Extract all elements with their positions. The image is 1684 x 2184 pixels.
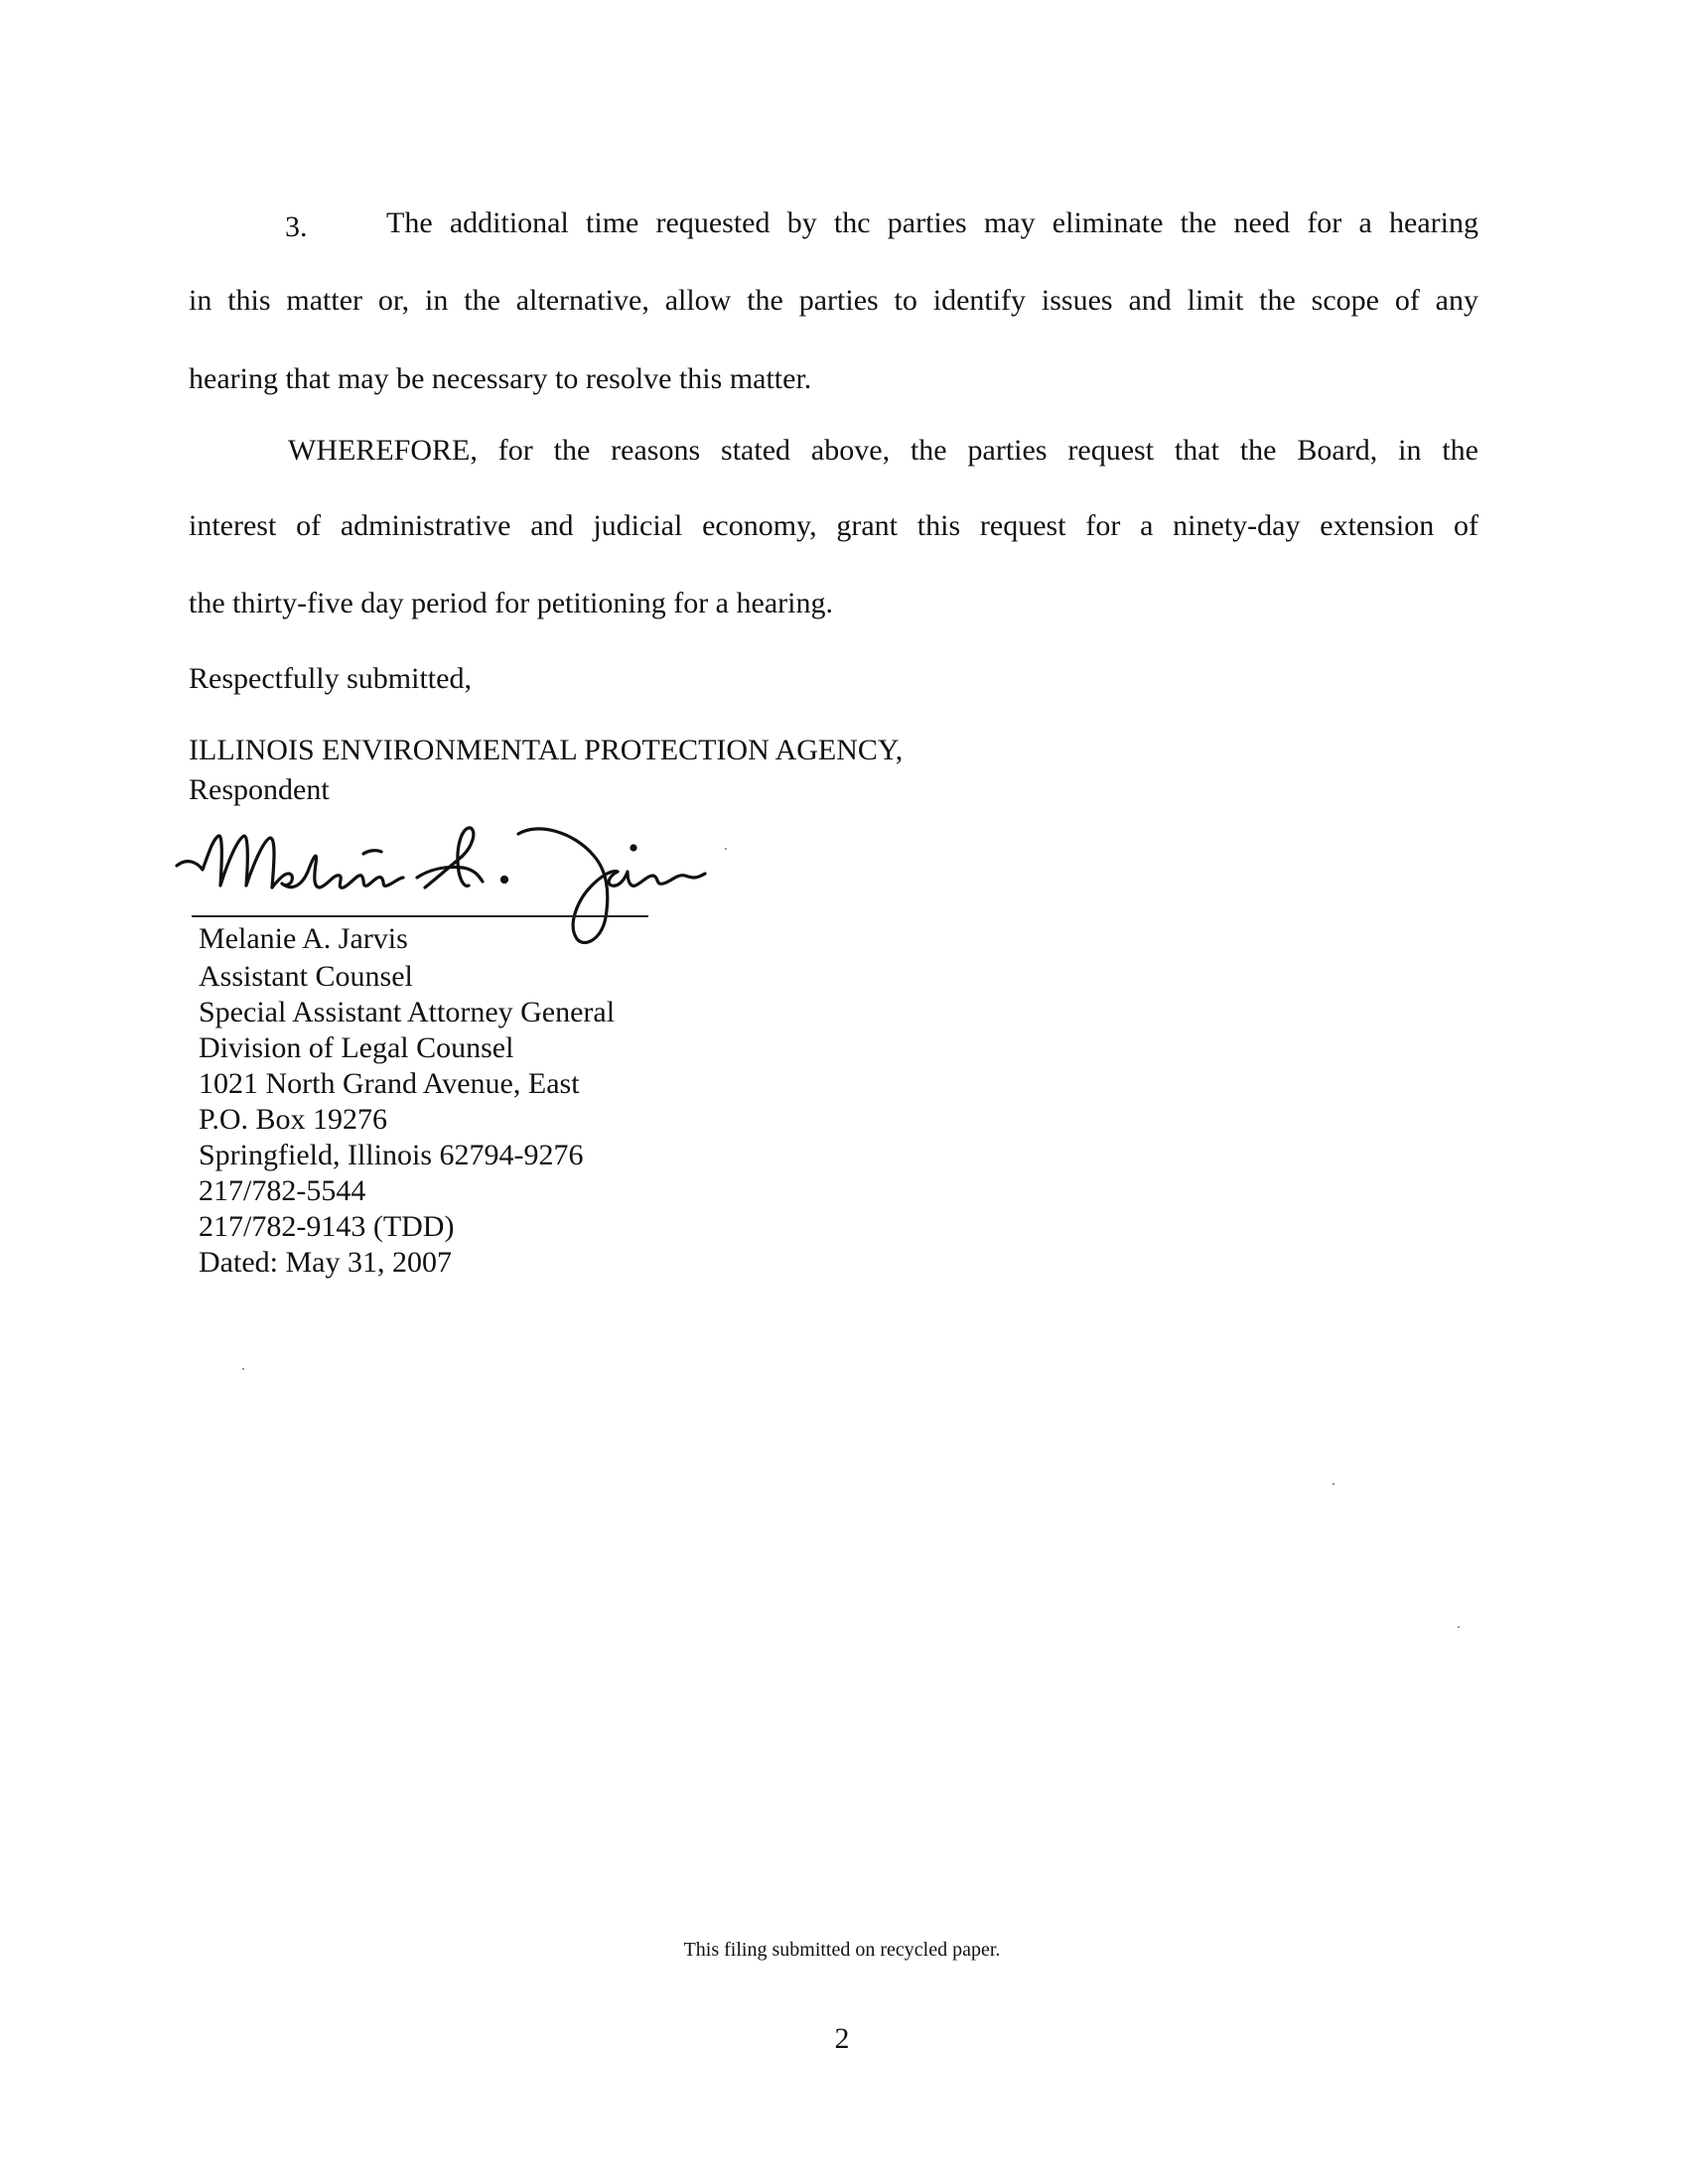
agency-role: Respondent [189,773,330,806]
wherefore-line-2: interest of administrative and judicial economy, grant this request for a ninety-day extension of [189,509,1478,542]
signatory-phone: 217/782-5544 [199,1174,366,1207]
signatory-tdd: 217/782-9143 (TDD) [199,1210,455,1243]
page-number: 2 [834,2022,850,2055]
signatory-city: Springfield, Illinois 62794-9276 [199,1139,584,1171]
scan-speck [1458,1626,1460,1628]
wherefore-line-3: the thirty-five day period for petitioning for a hearing. [189,587,833,619]
footer-note: This filing submitted on recycled paper. [683,1939,1001,1961]
signatory-division: Division of Legal Counsel [199,1031,514,1064]
signatory-po-box: P.O. Box 19276 [199,1103,388,1136]
signatory-title: Assistant Counsel [199,960,413,993]
signatory-title-2: Special Assistant Attorney General [199,996,616,1028]
agency-name: ILLINOIS ENVIRONMENTAL PROTECTION AGENCY, [189,734,904,766]
paragraph-number: 3. [285,210,308,243]
scan-speck [242,1368,244,1370]
scan-speck [725,848,727,850]
closing: Respectfully submitted, [189,662,472,695]
wherefore-line-1: WHEREFORE, for the reasons stated above, the parties request that the Board, in the [288,434,1478,467]
signatory-address: 1021 North Grand Avenue, East [199,1067,580,1100]
signatory-date: Dated: May 31, 2007 [199,1246,452,1279]
paragraph-3-line-3: hearing that may be necessary to resolve this matter. [189,362,812,395]
paragraph-3-line-2: in this matter or, in the alternative, allow the parties to identify issues and limit the scope of any [189,284,1478,317]
scan-speck [1333,1483,1334,1485]
signatory-name: Melanie A. Jarvis [199,922,408,955]
signature-line [192,915,648,917]
paragraph-3-line-1: The additional time requested by thc parties may eliminate the need for a hearing [386,206,1478,239]
